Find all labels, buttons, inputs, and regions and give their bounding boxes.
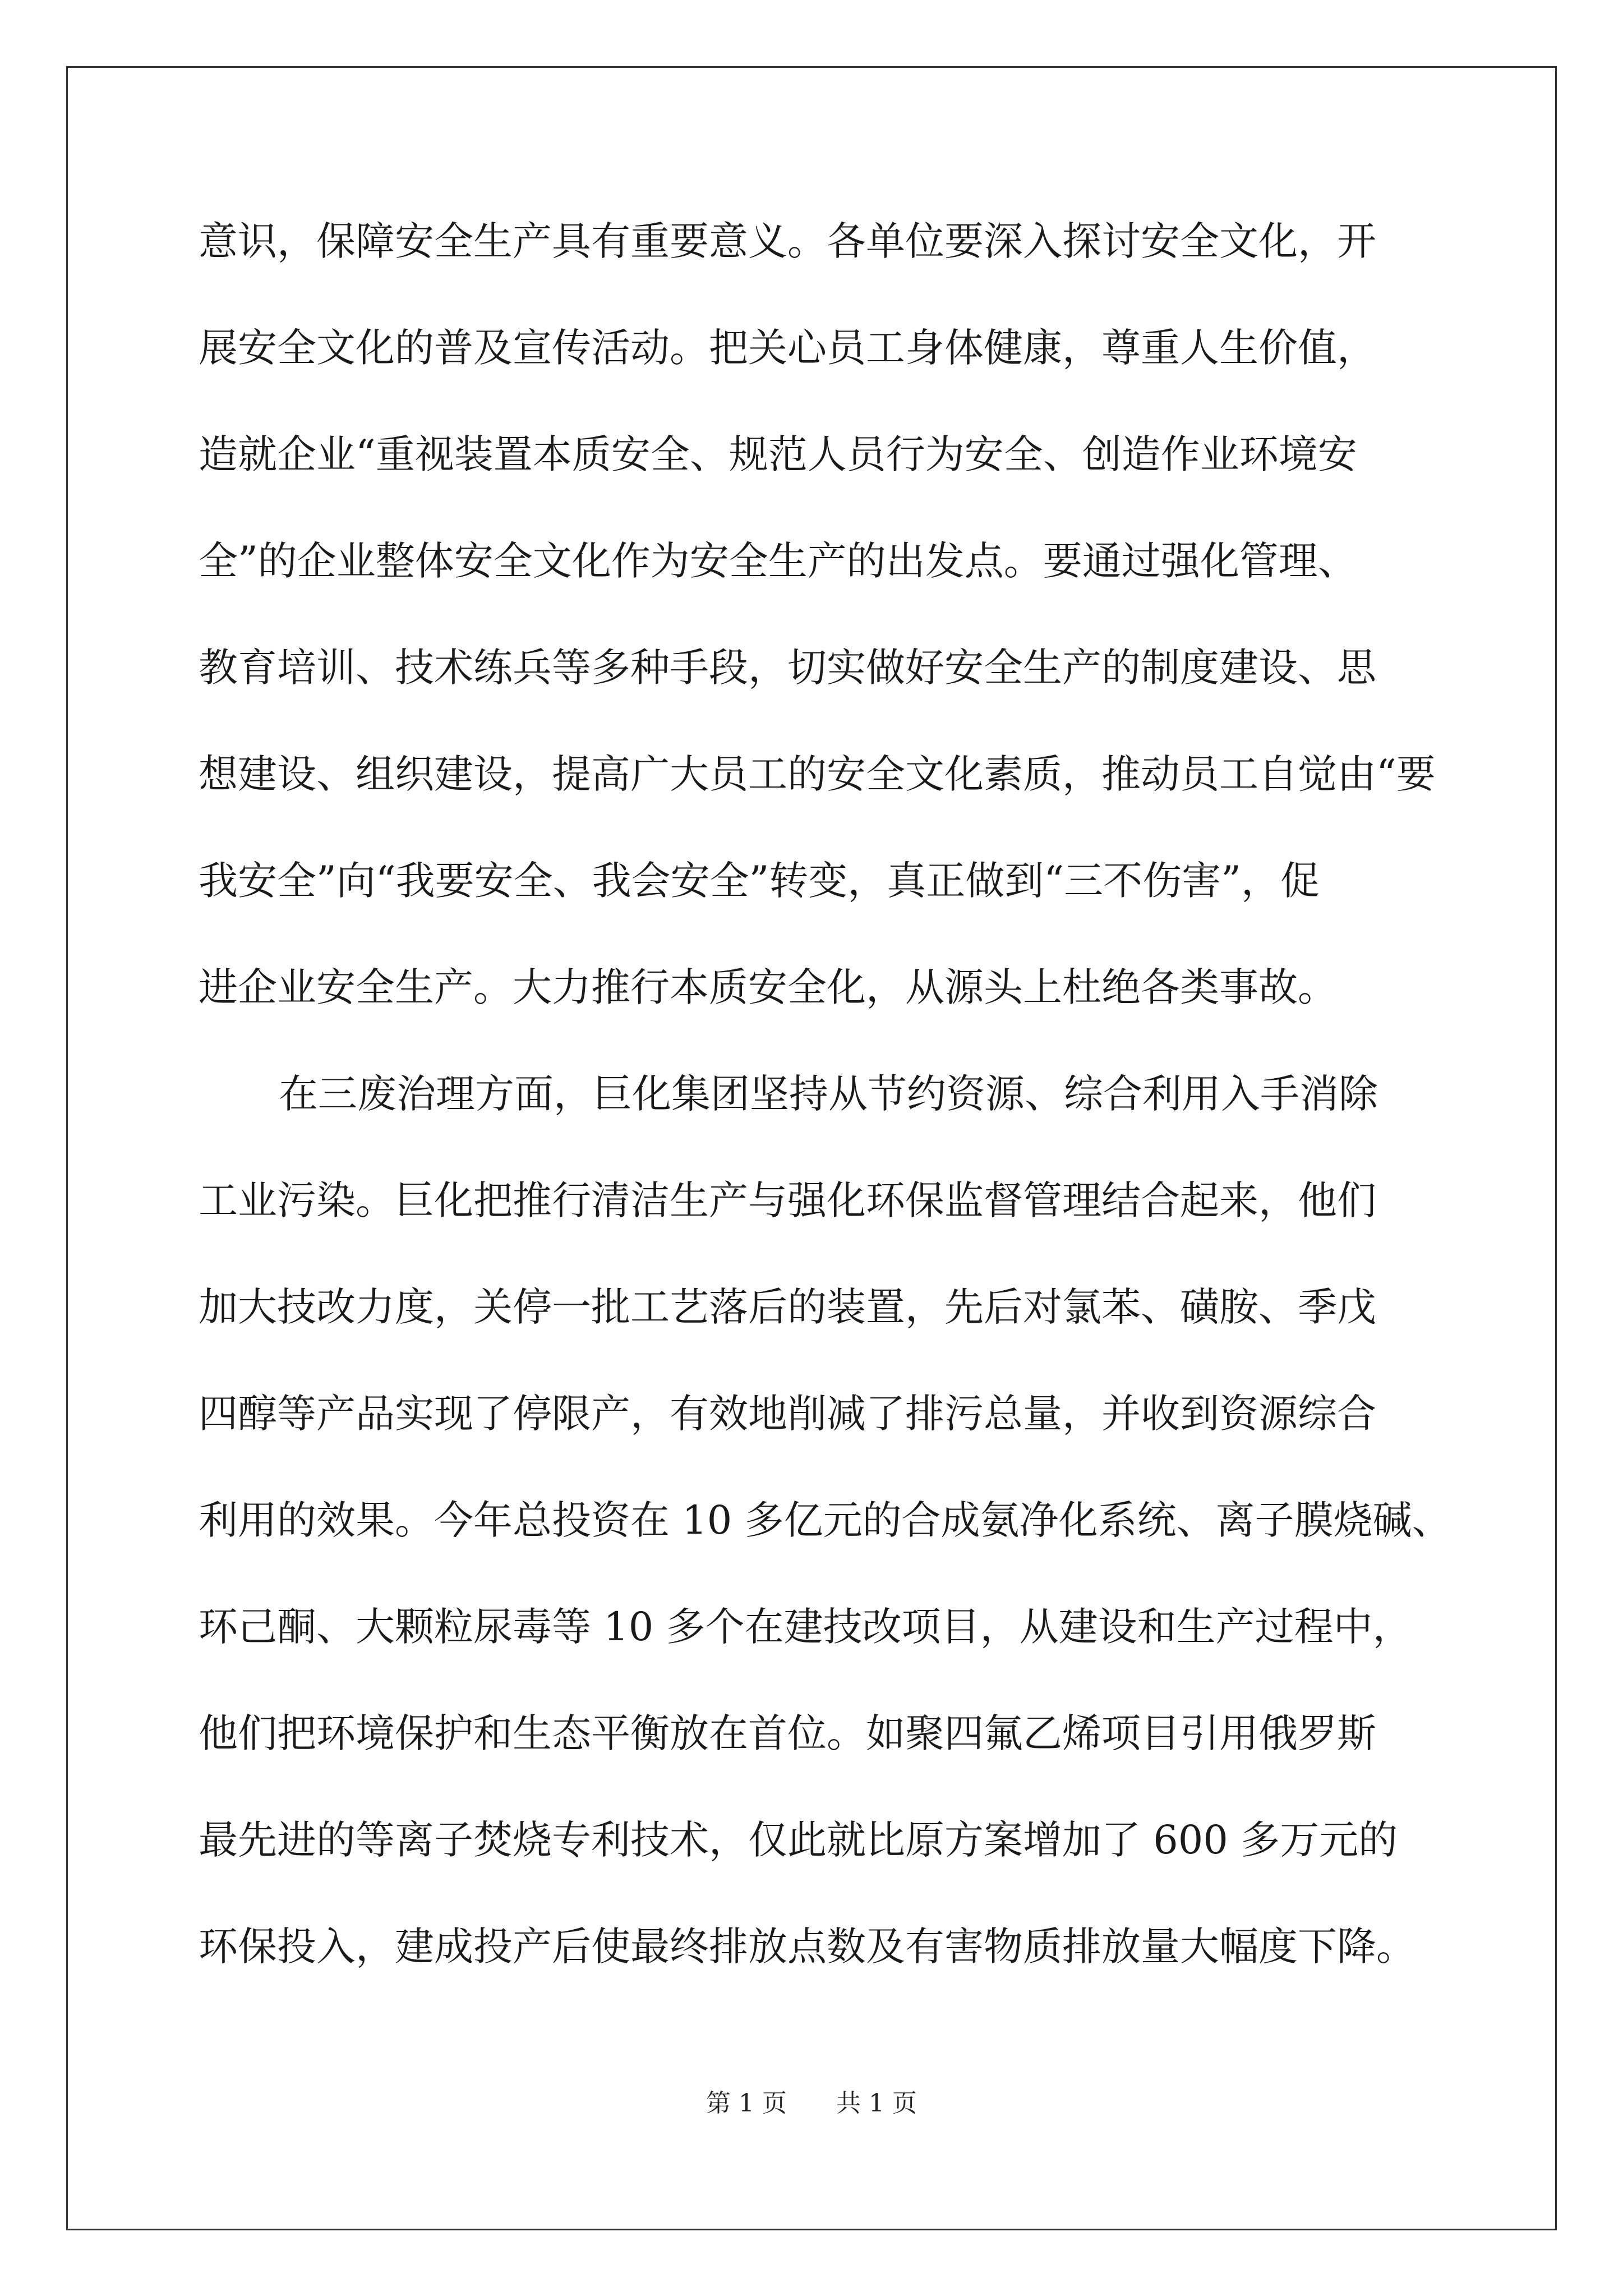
body-line-2: 展安全文化的普及宣传活动。把关心员工身体健康，尊重人生价值， xyxy=(199,325,1376,371)
body-line-3: 造就企业“重视装置本质安全、规范人员行为安全、创造作业环境安 xyxy=(199,431,1357,477)
body-line-1: 意识，保障安全生产具有重要意义。各单位要深入探讨安全文化，开 xyxy=(199,218,1376,264)
body-line-10: 工业污染。巨化把推行清洁生产与强化环保监督管理结合起来，他们 xyxy=(199,1177,1376,1223)
body-line-6: 想建设、组织建设，提高广大员工的安全文化素质，推动员工自觉由“要 xyxy=(199,751,1436,797)
body-line-7: 我安全”向“我要安全、我会安全”转变，真正做到“三不伤害”，促 xyxy=(199,858,1320,904)
body-line-14: 环己酮、大颗粒尿毒等 10 多个在建技改项目，从建设和生产过程中， xyxy=(199,1604,1412,1650)
body-line-9: 在三废治理方面，巨化集团坚持从节约资源、综合利用入手消除 xyxy=(279,1071,1378,1117)
page-number-current: 第 1 页 xyxy=(706,2089,787,2118)
body-line-15: 他们把环境保护和生态平衡放在首位。如聚四氟乙烯项目引用俄罗斯 xyxy=(199,1710,1376,1756)
body-line-4: 全”的企业整体安全文化作为安全生产的出发点。要通过强化管理、 xyxy=(199,538,1357,584)
page-footer xyxy=(0,2087,1623,2120)
body-line-12: 四醇等产品实现了停限产，有效地削减了排污总量，并收到资源综合 xyxy=(199,1391,1376,1437)
page-number-total: 共 1 页 xyxy=(836,2089,917,2118)
body-line-16: 最先进的等离子焚烧专利技术，仅此就比原方案增加了 600 多万元的 xyxy=(199,1817,1398,1863)
body-line-11: 加大技改力度，关停一批工艺落后的装置，先后对氯苯、磺胺、季戊 xyxy=(199,1284,1376,1330)
body-line-5: 教育培训、技术练兵等多种手段，切实做好安全生产的制度建设、思 xyxy=(199,645,1376,691)
body-line-13: 利用的效果。今年总投资在 10 多亿元的合成氨净化系统、离子膜烧碱、 xyxy=(199,1497,1451,1543)
body-line-17: 环保投入，建成投产后使最终排放点数及有害物质排放量大幅度下降。 xyxy=(199,1924,1415,1970)
body-line-8: 进企业安全生产。大力推行本质安全化，从源头上杜绝各类事故。 xyxy=(199,964,1337,1010)
page-frame xyxy=(66,66,1557,2230)
